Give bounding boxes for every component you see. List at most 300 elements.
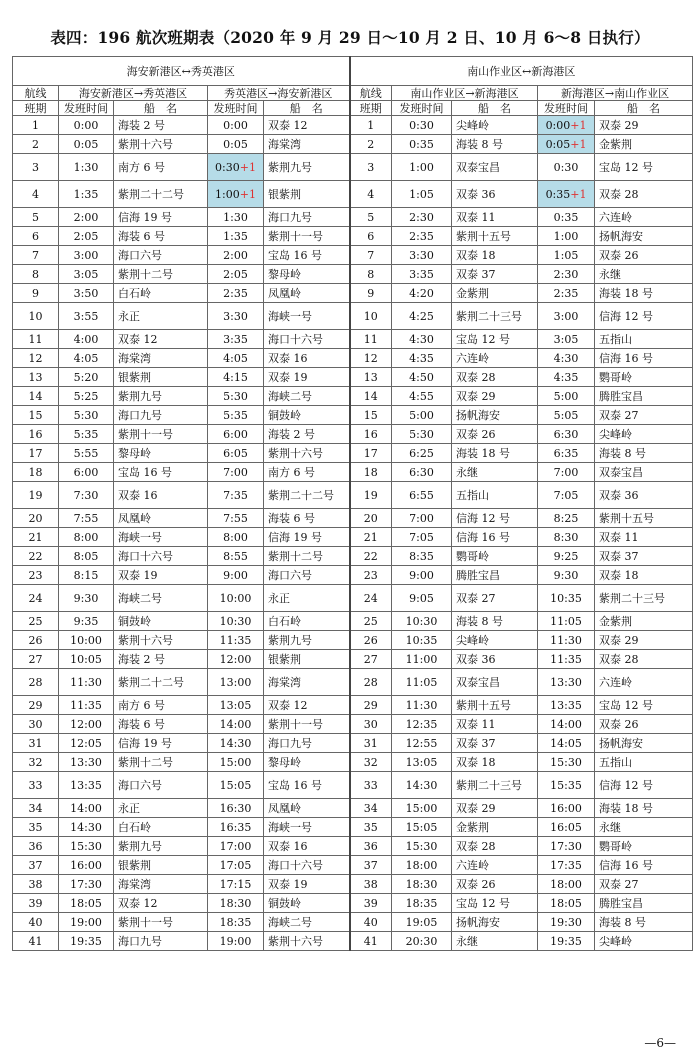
right-line-no-cell: 38 [350,875,392,894]
right-outbound-time-cell: 11:00 [392,650,452,669]
left-line-no-cell: 2 [13,135,59,154]
left-outbound-ship-cell: 信海 19 号 [114,208,208,227]
direction-header-3: 南山作业区→新海港区 [392,86,538,101]
left-return-ship-cell: 黎母岭 [264,753,350,772]
right-return-ship-cell: 金紫荆 [595,612,693,631]
left-outbound-time-cell: 5:55 [59,444,114,463]
right-return-time-cell: 2:35 [538,284,595,303]
left-return-ship-cell: 紫荆十六号 [264,932,350,951]
table-row [13,753,693,772]
right-return-time-cell: 0:00+1 [538,116,595,135]
table-row [13,856,693,875]
right-outbound-time-cell: 14:30 [392,772,452,799]
left-outbound-ship-cell: 海口六号 [114,772,208,799]
left-return-ship-cell: 海装 6 号 [264,509,350,528]
table-row [13,463,693,482]
right-return-ship-cell: 鹦哥岭 [595,837,693,856]
right-return-time-cell: 7:05 [538,482,595,509]
left-return-time-cell: 0:05 [208,135,264,154]
right-line-no-cell: 2 [350,135,392,154]
right-outbound-time-cell: 0:30 [392,116,452,135]
right-return-time-cell: 7:00 [538,463,595,482]
right-outbound-time-cell: 3:30 [392,246,452,265]
left-return-ship-cell: 紫荆九号 [264,154,350,181]
left-outbound-ship-cell: 紫荆十二号 [114,753,208,772]
right-return-ship-cell: 双泰 29 [595,631,693,650]
left-outbound-time-cell: 9:35 [59,612,114,631]
ship-name-header: 船 名 [114,101,208,116]
right-outbound-time-cell: 6:30 [392,463,452,482]
right-line-no-cell: 7 [350,246,392,265]
line-header: 航线 [350,86,392,101]
right-return-ship-cell: 尖峰岭 [595,425,693,444]
right-return-ship-cell: 腾胜宝昌 [595,894,693,913]
right-outbound-time-cell: 4:35 [392,349,452,368]
left-outbound-ship-cell: 永正 [114,799,208,818]
right-return-time-cell: 10:35 [538,585,595,612]
right-outbound-time-cell: 20:30 [392,932,452,951]
left-outbound-time-cell: 1:35 [59,181,114,208]
right-return-ship-cell: 紫荆十五号 [595,509,693,528]
left-outbound-ship-cell: 海装 6 号 [114,227,208,246]
right-outbound-ship-cell: 金紫荆 [452,284,538,303]
left-outbound-ship-cell: 双泰 12 [114,894,208,913]
right-return-time-cell: 4:30 [538,349,595,368]
left-outbound-ship-cell: 铜鼓岭 [114,612,208,631]
right-return-ship-cell: 宝岛 12 号 [595,696,693,715]
right-outbound-ship-cell: 六连岭 [452,349,538,368]
left-return-ship-cell: 银紫荆 [264,181,350,208]
right-outbound-time-cell: 10:35 [392,631,452,650]
right-outbound-time-cell: 7:05 [392,528,452,547]
right-line-no-cell: 37 [350,856,392,875]
left-line-no-cell: 8 [13,265,59,284]
table-row [13,425,693,444]
left-outbound-ship-cell: 南方 6 号 [114,154,208,181]
left-outbound-ship-cell: 永正 [114,303,208,330]
left-return-time-cell: 16:30 [208,799,264,818]
left-line-no-cell: 34 [13,799,59,818]
left-line-no-cell: 3 [13,154,59,181]
table-row [13,330,693,349]
left-outbound-ship-cell: 紫荆二十二号 [114,181,208,208]
right-return-time-cell: 17:35 [538,856,595,875]
table-row [13,818,693,837]
left-return-time-cell: 15:00 [208,753,264,772]
left-return-time-cell: 1:30 [208,208,264,227]
right-outbound-ship-cell: 双泰 29 [452,387,538,406]
right-outbound-ship-cell: 双泰宝昌 [452,154,538,181]
ship-name-header: 船 名 [595,101,693,116]
right-return-time-cell: 3:00 [538,303,595,330]
right-return-ship-cell: 扬帆海安 [595,734,693,753]
left-outbound-time-cell: 6:00 [59,463,114,482]
right-outbound-time-cell: 4:25 [392,303,452,330]
left-line-no-cell: 36 [13,837,59,856]
left-line-no-cell: 14 [13,387,59,406]
left-return-time-cell: 0:30+1 [208,154,264,181]
left-outbound-time-cell: 8:00 [59,528,114,547]
right-line-no-cell: 11 [350,330,392,349]
right-line-no-cell: 20 [350,509,392,528]
left-return-time-cell: 0:00 [208,116,264,135]
left-line-no-cell: 35 [13,818,59,837]
left-return-ship-cell: 凤凰岭 [264,799,350,818]
left-line-no-cell: 17 [13,444,59,463]
left-outbound-ship-cell: 紫荆二十二号 [114,669,208,696]
right-return-ship-cell: 尖峰岭 [595,932,693,951]
page-number: —6— [644,1036,676,1050]
schedule-no-header: 班期 [350,101,392,116]
left-outbound-ship-cell: 海棠湾 [114,349,208,368]
table-row [13,669,693,696]
right-outbound-ship-cell: 双泰 26 [452,875,538,894]
right-line-no-cell: 17 [350,444,392,463]
left-outbound-time-cell: 8:05 [59,547,114,566]
table-row [13,913,693,932]
right-outbound-time-cell: 4:50 [392,368,452,387]
right-line-no-cell: 14 [350,387,392,406]
left-return-ship-cell: 海装 2 号 [264,425,350,444]
left-outbound-time-cell: 18:05 [59,894,114,913]
left-return-time-cell: 6:05 [208,444,264,463]
schedule-no-header: 班期 [13,101,59,116]
right-outbound-ship-cell: 扬帆海安 [452,406,538,425]
right-outbound-time-cell: 18:00 [392,856,452,875]
left-outbound-time-cell: 3:05 [59,265,114,284]
right-return-ship-cell: 双泰 18 [595,566,693,585]
right-outbound-ship-cell: 双泰 11 [452,715,538,734]
right-line-no-cell: 30 [350,715,392,734]
left-return-ship-cell: 海口九号 [264,734,350,753]
table-row [13,566,693,585]
left-line-no-cell: 25 [13,612,59,631]
left-return-ship-cell: 海口六号 [264,566,350,585]
right-outbound-ship-cell: 双泰 36 [452,181,538,208]
right-outbound-ship-cell: 海装 8 号 [452,612,538,631]
left-line-no-cell: 21 [13,528,59,547]
right-outbound-ship-cell: 金紫荆 [452,818,538,837]
right-return-time-cell: 0:35 [538,208,595,227]
right-outbound-ship-cell: 腾胜宝昌 [452,566,538,585]
left-line-no-cell: 19 [13,482,59,509]
right-line-no-cell: 39 [350,894,392,913]
schedule-body [13,116,693,951]
table-row [13,135,693,154]
table-row [13,696,693,715]
right-line-no-cell: 18 [350,463,392,482]
table-row [13,406,693,425]
right-outbound-time-cell: 11:30 [392,696,452,715]
left-return-time-cell: 14:00 [208,715,264,734]
right-line-no-cell: 33 [350,772,392,799]
left-line-no-cell: 33 [13,772,59,799]
left-return-time-cell: 11:35 [208,631,264,650]
left-outbound-time-cell: 10:00 [59,631,114,650]
right-line-no-cell: 15 [350,406,392,425]
right-return-ship-cell: 信海 12 号 [595,772,693,799]
table-row [13,932,693,951]
right-return-time-cell: 18:05 [538,894,595,913]
left-outbound-time-cell: 19:00 [59,913,114,932]
left-line-no-cell: 4 [13,181,59,208]
left-outbound-ship-cell: 白石岭 [114,284,208,303]
right-outbound-ship-cell: 双泰 27 [452,585,538,612]
right-route-group-header: 南山作业区↔新海港区 [350,57,693,86]
right-line-no-cell: 6 [350,227,392,246]
left-line-no-cell: 16 [13,425,59,444]
right-return-ship-cell: 双泰 36 [595,482,693,509]
left-return-ship-cell: 双泰 19 [264,368,350,387]
right-line-no-cell: 19 [350,482,392,509]
right-return-ship-cell: 永继 [595,818,693,837]
table-row [13,482,693,509]
right-outbound-time-cell: 7:00 [392,509,452,528]
left-outbound-time-cell: 10:05 [59,650,114,669]
table-row [13,799,693,818]
right-return-ship-cell: 海装 8 号 [595,913,693,932]
departure-time-header: 发班时间 [392,101,452,116]
departure-time-header: 发班时间 [59,101,114,116]
right-return-ship-cell: 鹦哥岭 [595,368,693,387]
left-line-no-cell: 18 [13,463,59,482]
table-row [13,303,693,330]
left-return-time-cell: 19:00 [208,932,264,951]
left-return-time-cell: 2:00 [208,246,264,265]
left-return-time-cell: 10:30 [208,612,264,631]
right-outbound-ship-cell: 海装 18 号 [452,444,538,463]
right-outbound-ship-cell: 六连岭 [452,856,538,875]
right-line-no-cell: 28 [350,669,392,696]
left-outbound-time-cell: 5:30 [59,406,114,425]
left-line-no-cell: 28 [13,669,59,696]
left-outbound-time-cell: 4:05 [59,349,114,368]
right-return-time-cell: 0:30 [538,154,595,181]
left-line-no-cell: 9 [13,284,59,303]
left-outbound-ship-cell: 海装 2 号 [114,650,208,669]
right-line-no-cell: 4 [350,181,392,208]
left-outbound-ship-cell: 海峡二号 [114,585,208,612]
right-outbound-ship-cell: 紫荆十五号 [452,227,538,246]
left-return-ship-cell: 紫荆九号 [264,631,350,650]
right-line-no-cell: 5 [350,208,392,227]
left-outbound-ship-cell: 紫荆十一号 [114,425,208,444]
table-row [13,284,693,303]
direction-header-4: 新海港区→南山作业区 [538,86,693,101]
right-return-time-cell: 11:35 [538,650,595,669]
left-outbound-time-cell: 3:50 [59,284,114,303]
right-line-no-cell: 13 [350,368,392,387]
left-return-ship-cell: 紫荆十二号 [264,547,350,566]
left-return-ship-cell: 信海 19 号 [264,528,350,547]
left-return-ship-cell: 海峡二号 [264,913,350,932]
right-line-no-cell: 16 [350,425,392,444]
right-outbound-time-cell: 6:55 [392,482,452,509]
left-line-no-cell: 27 [13,650,59,669]
left-outbound-ship-cell: 海口六号 [114,246,208,265]
left-outbound-ship-cell: 双泰 19 [114,566,208,585]
right-return-time-cell: 2:30 [538,265,595,284]
right-line-no-cell: 26 [350,631,392,650]
left-line-no-cell: 40 [13,913,59,932]
right-outbound-time-cell: 0:35 [392,135,452,154]
right-return-time-cell: 19:35 [538,932,595,951]
right-return-time-cell: 8:25 [538,509,595,528]
right-line-no-cell: 41 [350,932,392,951]
right-outbound-time-cell: 9:00 [392,566,452,585]
right-return-time-cell: 16:05 [538,818,595,837]
left-outbound-ship-cell: 海装 6 号 [114,715,208,734]
left-outbound-ship-cell: 海口九号 [114,932,208,951]
left-return-time-cell: 18:35 [208,913,264,932]
right-line-no-cell: 21 [350,528,392,547]
left-return-ship-cell: 宝岛 16 号 [264,772,350,799]
left-outbound-time-cell: 8:15 [59,566,114,585]
right-return-time-cell: 17:30 [538,837,595,856]
left-return-time-cell: 13:05 [208,696,264,715]
left-outbound-ship-cell: 海口九号 [114,406,208,425]
right-return-time-cell: 9:30 [538,566,595,585]
left-line-no-cell: 6 [13,227,59,246]
right-line-no-cell: 1 [350,116,392,135]
right-outbound-ship-cell: 信海 12 号 [452,509,538,528]
left-return-time-cell: 15:05 [208,772,264,799]
left-return-time-cell: 13:00 [208,669,264,696]
right-return-ship-cell: 海装 18 号 [595,799,693,818]
right-outbound-ship-cell: 双泰 18 [452,753,538,772]
right-outbound-time-cell: 1:00 [392,154,452,181]
table-row [13,585,693,612]
right-return-time-cell: 14:05 [538,734,595,753]
left-outbound-ship-cell: 凤凰岭 [114,509,208,528]
left-outbound-time-cell: 2:05 [59,227,114,246]
right-return-ship-cell: 腾胜宝昌 [595,387,693,406]
right-line-no-cell: 36 [350,837,392,856]
left-return-time-cell: 14:30 [208,734,264,753]
left-return-time-cell: 8:00 [208,528,264,547]
table-row [13,349,693,368]
right-outbound-time-cell: 1:05 [392,181,452,208]
left-outbound-time-cell: 13:35 [59,772,114,799]
left-outbound-ship-cell: 宝岛 16 号 [114,463,208,482]
left-return-time-cell: 6:00 [208,425,264,444]
left-outbound-time-cell: 5:25 [59,387,114,406]
left-outbound-time-cell: 4:00 [59,330,114,349]
right-outbound-time-cell: 19:05 [392,913,452,932]
left-return-ship-cell: 铜鼓岭 [264,894,350,913]
left-return-time-cell: 17:00 [208,837,264,856]
left-line-no-cell: 22 [13,547,59,566]
right-return-time-cell: 11:05 [538,612,595,631]
right-line-no-cell: 40 [350,913,392,932]
right-line-no-cell: 23 [350,566,392,585]
left-return-ship-cell: 紫荆十六号 [264,444,350,463]
right-outbound-time-cell: 4:55 [392,387,452,406]
left-outbound-ship-cell: 紫荆九号 [114,387,208,406]
right-line-no-cell: 31 [350,734,392,753]
right-outbound-time-cell: 18:30 [392,875,452,894]
left-outbound-ship-cell: 紫荆九号 [114,837,208,856]
left-return-time-cell: 2:05 [208,265,264,284]
right-return-ship-cell: 永继 [595,265,693,284]
right-outbound-ship-cell: 永继 [452,932,538,951]
left-outbound-time-cell: 3:00 [59,246,114,265]
left-outbound-ship-cell: 南方 6 号 [114,696,208,715]
left-outbound-time-cell: 19:35 [59,932,114,951]
left-line-no-cell: 32 [13,753,59,772]
table-row [13,265,693,284]
right-return-ship-cell: 六连岭 [595,208,693,227]
left-return-ship-cell: 紫荆二十二号 [264,482,350,509]
right-outbound-ship-cell: 双泰 18 [452,246,538,265]
left-outbound-time-cell: 7:30 [59,482,114,509]
left-return-ship-cell: 双泰 12 [264,696,350,715]
right-outbound-time-cell: 18:35 [392,894,452,913]
right-outbound-ship-cell: 双泰 28 [452,837,538,856]
right-return-time-cell: 15:35 [538,772,595,799]
left-outbound-ship-cell: 双泰 16 [114,482,208,509]
table-row [13,772,693,799]
left-line-no-cell: 23 [13,566,59,585]
left-outbound-ship-cell: 紫荆十二号 [114,265,208,284]
right-outbound-time-cell: 6:25 [392,444,452,463]
right-return-ship-cell: 双泰 26 [595,246,693,265]
right-outbound-ship-cell: 信海 16 号 [452,528,538,547]
right-outbound-time-cell: 15:30 [392,837,452,856]
left-line-no-cell: 1 [13,116,59,135]
right-outbound-ship-cell: 海装 8 号 [452,135,538,154]
left-return-time-cell: 2:35 [208,284,264,303]
left-outbound-ship-cell: 白石岭 [114,818,208,837]
right-return-ship-cell: 双泰 37 [595,547,693,566]
right-return-time-cell: 11:30 [538,631,595,650]
right-outbound-ship-cell: 宝岛 12 号 [452,894,538,913]
left-outbound-time-cell: 7:55 [59,509,114,528]
right-return-time-cell: 1:05 [538,246,595,265]
left-outbound-time-cell: 14:00 [59,799,114,818]
left-line-no-cell: 12 [13,349,59,368]
left-return-ship-cell: 海峡二号 [264,387,350,406]
left-route-group-header: 海安新港区↔秀英港区 [13,57,350,86]
right-return-time-cell: 5:05 [538,406,595,425]
left-return-ship-cell: 南方 6 号 [264,463,350,482]
right-line-no-cell: 25 [350,612,392,631]
right-return-time-cell: 6:30 [538,425,595,444]
left-line-no-cell: 5 [13,208,59,227]
left-outbound-time-cell: 3:55 [59,303,114,330]
left-return-time-cell: 1:35 [208,227,264,246]
left-line-no-cell: 31 [13,734,59,753]
table-row [13,208,693,227]
right-line-no-cell: 12 [350,349,392,368]
left-return-time-cell: 5:35 [208,406,264,425]
left-outbound-time-cell: 17:30 [59,875,114,894]
right-return-ship-cell: 信海 16 号 [595,349,693,368]
right-return-time-cell: 9:25 [538,547,595,566]
left-return-ship-cell: 双泰 12 [264,116,350,135]
table-row [13,387,693,406]
right-outbound-ship-cell: 紫荆十五号 [452,696,538,715]
left-return-time-cell: 10:00 [208,585,264,612]
direction-header-1: 海安新港区→秀英港区 [59,86,208,101]
right-outbound-ship-cell: 永继 [452,463,538,482]
left-outbound-ship-cell: 银紫荆 [114,368,208,387]
left-return-time-cell: 18:30 [208,894,264,913]
right-line-no-cell: 3 [350,154,392,181]
right-outbound-ship-cell: 双泰 37 [452,265,538,284]
left-outbound-time-cell: 16:00 [59,856,114,875]
right-outbound-time-cell: 2:35 [392,227,452,246]
